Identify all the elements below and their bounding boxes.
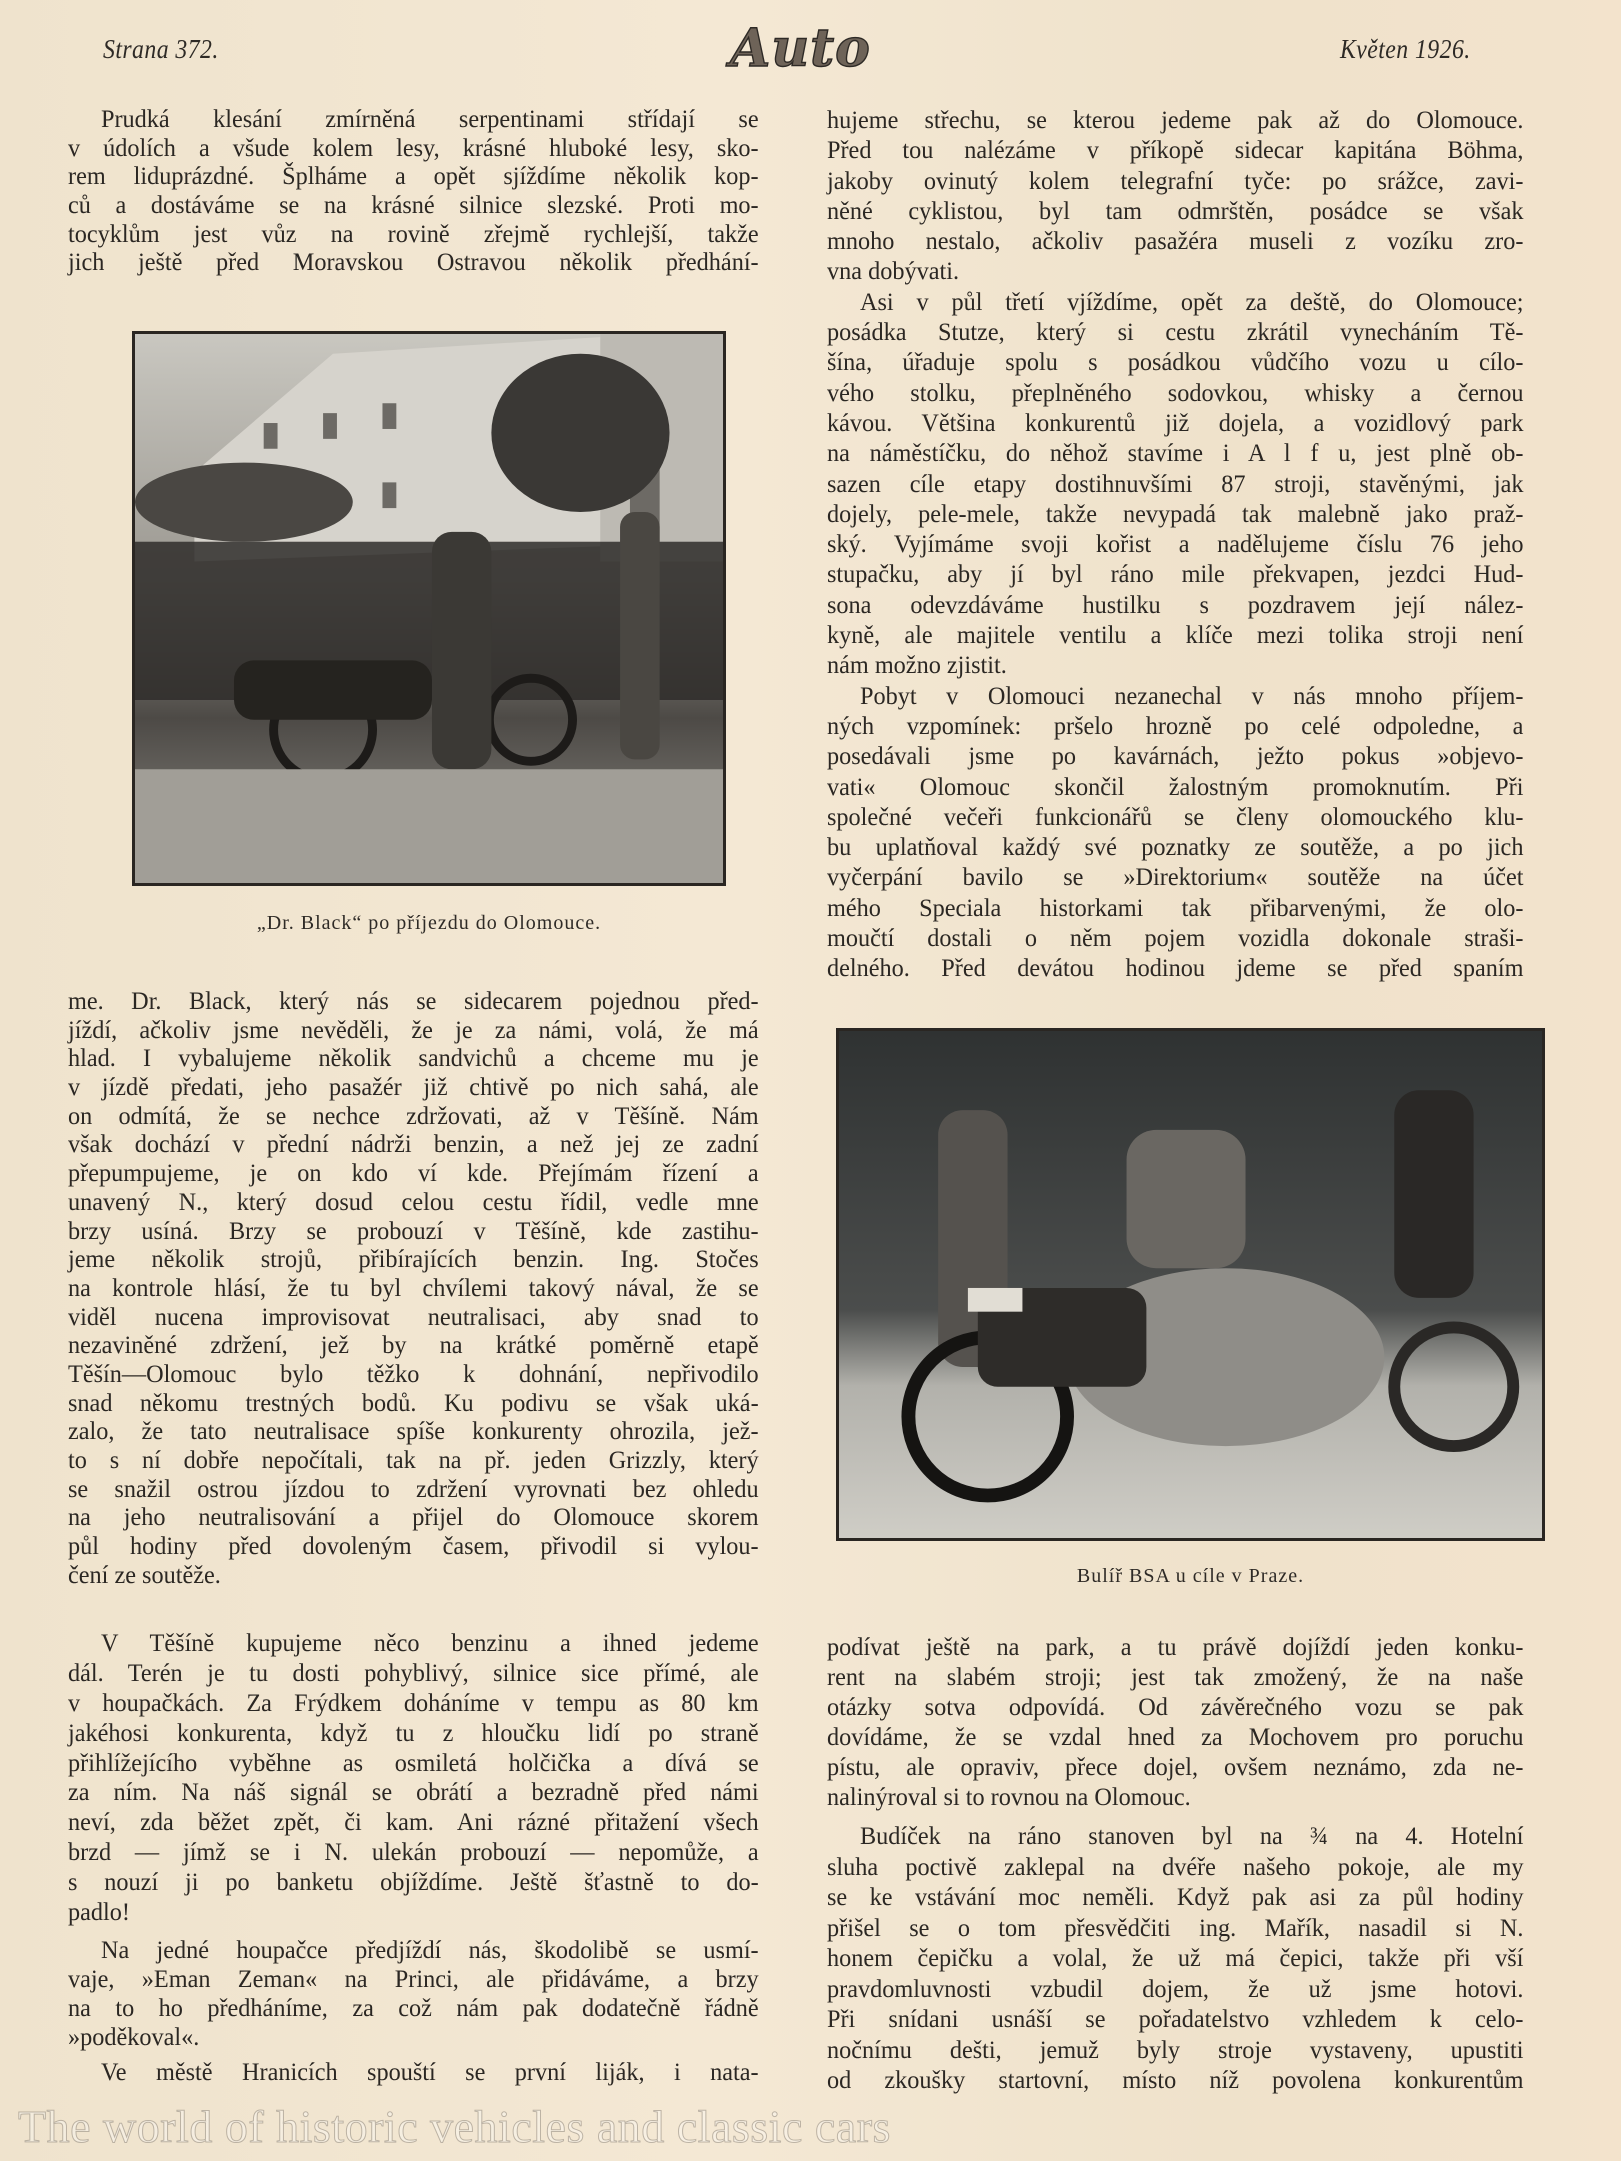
text-line: brzy usíná. Brzy se probouzí v Těšíně, kde zastihu- bbox=[68, 1217, 759, 1245]
article-text-block bbox=[68, 988, 780, 1590]
text-line: přišel se o tom přesvědčiti ing. Mařík, nasadil si N. bbox=[827, 1914, 1524, 1942]
photo-dr-black-olomouc bbox=[132, 331, 726, 886]
text-line: Budíček na ráno stanoven byl na ¾ na 4. Hotelní bbox=[859, 1823, 1524, 1850]
text-line: snad někomu trestných bodů. Ku podivu se však uká- bbox=[68, 1389, 759, 1417]
text-line: neví, zda běžet zpět, či kam. Ani rázné přitažení všech bbox=[68, 1809, 759, 1837]
paragraph bbox=[827, 1822, 1545, 2097]
text-line: pístu, ale opraviv, přece dojel, ovšem neznámo, zda ne- bbox=[827, 1754, 1524, 1781]
text-line: však dochází v přední nádrži benzin, a než jej ze zadní bbox=[68, 1131, 759, 1159]
text-line: rent na slabém stroji; jest tak zmožený, že na naše bbox=[827, 1664, 1524, 1691]
text-line: viděl nucena improvisovat neutralisaci, aby snad to bbox=[68, 1303, 759, 1331]
text-line: se snažil ostrou jízdou to zdržení vyrovnati bez ohledu bbox=[68, 1475, 759, 1503]
text-line: zalo, že tato neutralisace spíše konkurenty ohrozila, jež- bbox=[68, 1418, 759, 1446]
text-line: nám možno zjistit. bbox=[827, 652, 1007, 680]
text-line: s nouzí ji po banketu objíždíme. Ještě šťastně to do- bbox=[68, 1869, 759, 1897]
text-line: sazen cíle etapy dostihnuvšími 87 stroji, stavěnými, jak bbox=[827, 470, 1524, 498]
article-text-block bbox=[827, 106, 1545, 985]
text-line: sluha poctivě zaklepal na dvéře našeho pokoje, ale my bbox=[827, 1853, 1524, 1881]
text-line: honem čepičku a volal, že už má čepici, takže při vší bbox=[827, 1945, 1524, 1972]
paragraph bbox=[827, 288, 1545, 682]
text-line: to s ní dobře nepočítali, tak na př. jeden Grizzly, který bbox=[68, 1447, 759, 1474]
text-line: mého Speciala historkami tak přibarvenými, že olo- bbox=[827, 894, 1524, 922]
photo-image bbox=[135, 334, 723, 883]
text-line: vého stolku, přeplněného sodovkou, whisky a černou bbox=[827, 379, 1524, 407]
watermark-text: The world of historic vehicles and classic cars bbox=[18, 2101, 891, 2152]
text-line: jakéhosi konkurenta, když tu z hloučku lidí po straně bbox=[68, 1719, 759, 1747]
text-line: vaje, »Eman Zeman« na Princi, ale přidáváme, a brzy bbox=[68, 1966, 759, 1993]
paragraph bbox=[827, 106, 1545, 288]
text-line: půl hodiny před dovoleným časem, přivodil si vylou- bbox=[68, 1533, 759, 1561]
issue-date: Květen 1926. bbox=[1340, 34, 1471, 64]
article-text-block bbox=[68, 2058, 780, 2087]
text-line: Asi v půl třetí vjíždíme, opět za deště, do Olomouce; bbox=[859, 288, 1524, 316]
paragraph bbox=[68, 106, 780, 278]
paragraph bbox=[827, 1633, 1545, 1813]
text-line: se ke vstávání moc neměli. Když pak asi za půl hodiny bbox=[827, 1884, 1524, 1911]
text-line: od zkoušky startovní, místo níž povolena konkurentům bbox=[827, 2067, 1524, 2094]
text-line: nezaviněné zdržení, jež by na krátké poměrně etapě bbox=[68, 1332, 759, 1360]
text-line: jíždí, ačkoliv jsme nevěděli, že je za námi, volá, že má bbox=[68, 1016, 759, 1044]
text-line: na to ho předháníme, za což nám pak dodatečně řádně bbox=[68, 1995, 759, 2022]
text-line: vna dobývati. bbox=[827, 258, 960, 286]
text-line: mnoho nestalo, ačkoliv pasažéra museli z vozíku zro- bbox=[827, 228, 1524, 256]
text-line: stupačku, aby jí byl ráno mile překvapen, jezdci Hud- bbox=[827, 561, 1524, 589]
article-text-block bbox=[68, 1936, 780, 2052]
photo-caption: Bulíř BSA u cíle v Praze. bbox=[1076, 1565, 1305, 1587]
photo-bulir-bsa-praha bbox=[836, 1028, 1545, 1541]
text-line: v houpačkách. Za Frýdkem doháníme v tempu as 80 km bbox=[68, 1689, 759, 1717]
text-line: jich ještě před Moravskou Ostravou několik předhání- bbox=[68, 249, 759, 277]
text-line: jeme několik strojů, přibírajících benzin. Ing. Stočes bbox=[68, 1246, 759, 1274]
text-line: »poděkoval«. bbox=[68, 2024, 200, 2051]
text-line: V Těšíně kupujeme něco benzinu a ihned jedeme bbox=[100, 1630, 759, 1657]
text-line: Těšín—Olomouc bylo těžko k dohnání, nepřivodilo bbox=[68, 1360, 759, 1388]
text-line: ců a dostáváme se na krásné silnice slezské. Proti mo- bbox=[68, 192, 759, 220]
paragraph bbox=[827, 682, 1545, 985]
text-line: v jízdě předati, jeho pasažér již chtivě po nich sahá, ale bbox=[68, 1074, 759, 1102]
text-line: čení ze soutěže. bbox=[68, 1561, 221, 1589]
text-line: podívat ještě na park, a tu právě dojíždí jeden konku- bbox=[827, 1634, 1524, 1661]
text-line: Pobyt v Olomouci nezanechal v nás mnoho příjem- bbox=[859, 682, 1524, 710]
article-text-block bbox=[827, 1633, 1545, 1813]
text-line: on odmítá, že se nechce zdržovati, až v Těšíně. Nám bbox=[68, 1102, 759, 1130]
text-line: otázky sotva odpovídá. Od závěrečného vozu se pak bbox=[827, 1694, 1524, 1721]
text-line: vyčerpání bavilo se »Direktorium« soutěže na účet bbox=[827, 864, 1524, 892]
paragraph bbox=[68, 1629, 780, 1928]
text-line: kyně, ale majitele ventilu a klíče mezi tolika stroji není bbox=[827, 622, 1524, 650]
page-number: Strana 372. bbox=[103, 34, 219, 64]
text-line: na náměstíčku, do něhož stavíme i A l f u, jest plně ob- bbox=[827, 440, 1524, 468]
photo-image bbox=[839, 1031, 1542, 1538]
photo-caption: „Dr. Black“ po příjezdu do Olomouce. bbox=[256, 912, 602, 934]
text-line: Ve městě Hranicích spouští se první liják, i nata- bbox=[100, 2059, 759, 2086]
paragraph bbox=[68, 2058, 780, 2087]
text-line: kávou. Většina konkurentů již dojela, a vozidlový park bbox=[827, 409, 1524, 437]
text-line: tocyklům jest vůz na rovině zřejmě rychlejší, takže bbox=[68, 220, 759, 248]
article-text-block bbox=[68, 106, 780, 278]
text-line: nočnímu dešti, jemuž byly stroje vystaveny, upustiti bbox=[827, 2036, 1524, 2064]
magazine-logo: Auto bbox=[730, 18, 871, 79]
text-line: bu uplatňoval každý své poznatky ze soutěže, a po jich bbox=[827, 834, 1524, 862]
text-line: unavený N., který dosud celou cestu řídil, vedle mne bbox=[68, 1188, 759, 1216]
text-line: posedávali jsme po kavárnách, ježto pokus »objevo- bbox=[827, 743, 1524, 771]
text-line: ných vzpomínek: pršelo hrozně po celé odpoledne, a bbox=[827, 712, 1524, 740]
article-text-block bbox=[827, 1822, 1545, 2097]
text-line: společné večeři funkcionářů se členy olomouckého klu- bbox=[827, 803, 1524, 831]
text-line: něné cyklistou, byl tam odmrštěn, posádce se však bbox=[827, 197, 1524, 225]
text-line: delného. Před devátou hodinou jdeme se před spaním bbox=[827, 955, 1524, 983]
text-line: Při snídani usnáší se pořadatelstvo vzhledem k celo- bbox=[827, 2006, 1524, 2033]
text-line: šína, úřaduje spolu s posádkou vůdčího vozu u cílo- bbox=[827, 349, 1524, 377]
paragraph bbox=[68, 1936, 780, 2052]
article-text-block bbox=[68, 1629, 780, 1928]
text-line: hlad. I vybalujeme několik sandvichů a chceme mu je bbox=[68, 1045, 759, 1073]
text-line: jakoby ovinutý kolem telegrafní tyče: po srážce, zavi- bbox=[827, 167, 1524, 195]
text-line: rem liduprázdné. Šplháme a opět sjíždíme několik kop- bbox=[68, 163, 759, 191]
text-line: přihlížejícího vyběhne as osmiletá holčička a dívá se bbox=[68, 1749, 759, 1777]
text-line: za ním. Na náš signál se obrátí a bezradně před námi bbox=[68, 1779, 759, 1807]
text-line: na jeho neutralisování a přijel do Olomouce skorem bbox=[68, 1504, 759, 1532]
text-line: Prudká klesání zmírněná serpentinami střídají se bbox=[100, 106, 759, 133]
text-line: posádka Stutze, který si cestu zkrátil vynecháním Tě- bbox=[827, 319, 1524, 347]
paragraph bbox=[68, 988, 780, 1590]
text-line: Před tou nalézáme v příkopě sidecar kapitána Böhma, bbox=[827, 137, 1524, 165]
text-line: me. Dr. Black, který nás se sidecarem pojednou před- bbox=[68, 988, 759, 1015]
text-line: Na jedné houpačce předjíždí nás, škodolibě se usmí- bbox=[100, 1937, 759, 1964]
text-line: brzd — jímž se i N. ulekán probouzí — nepomůže, a bbox=[68, 1839, 759, 1867]
text-line: dojely, pele-mele, takže nevypadá tak malebně jako praž- bbox=[827, 500, 1524, 528]
text-line: ský. Vyjímáme svoji kořist a nadělujeme číslu 76 jeho bbox=[827, 531, 1524, 559]
text-line: pravdomluvnosti vzbudil dojem, že už jsme hotovi. bbox=[827, 1975, 1524, 2003]
text-line: dovídáme, že se vzdal hned za Mochovem pro poruchu bbox=[827, 1724, 1524, 1751]
text-line: na kontrole hlásí, že tu byl chvílemi takový nával, že se bbox=[68, 1274, 759, 1302]
text-line: sona odevzdáváme hustilku s pozdravem její nález- bbox=[827, 591, 1524, 619]
text-line: moučtí dostali o něm pojem vozidla dokonale straši- bbox=[827, 925, 1524, 953]
text-line: v údolích a všude kolem lesy, krásné hluboké lesy, sko- bbox=[68, 134, 759, 162]
text-line: hujeme střechu, se kterou jedeme pak až do Olomouce. bbox=[827, 107, 1524, 134]
text-line: dál. Terén je tu dosti pohyblivý, silnice sice přímé, ale bbox=[68, 1659, 759, 1687]
text-line: přepumpujeme, je on kdo ví kde. Přejímám řízení a bbox=[68, 1160, 759, 1188]
text-line: padlo! bbox=[68, 1899, 130, 1927]
text-line: nalinýroval si to rovnou na Olomouc. bbox=[827, 1784, 1191, 1811]
text-line: vati« Olomouc skončil žalostným promoknutím. Při bbox=[827, 773, 1524, 801]
